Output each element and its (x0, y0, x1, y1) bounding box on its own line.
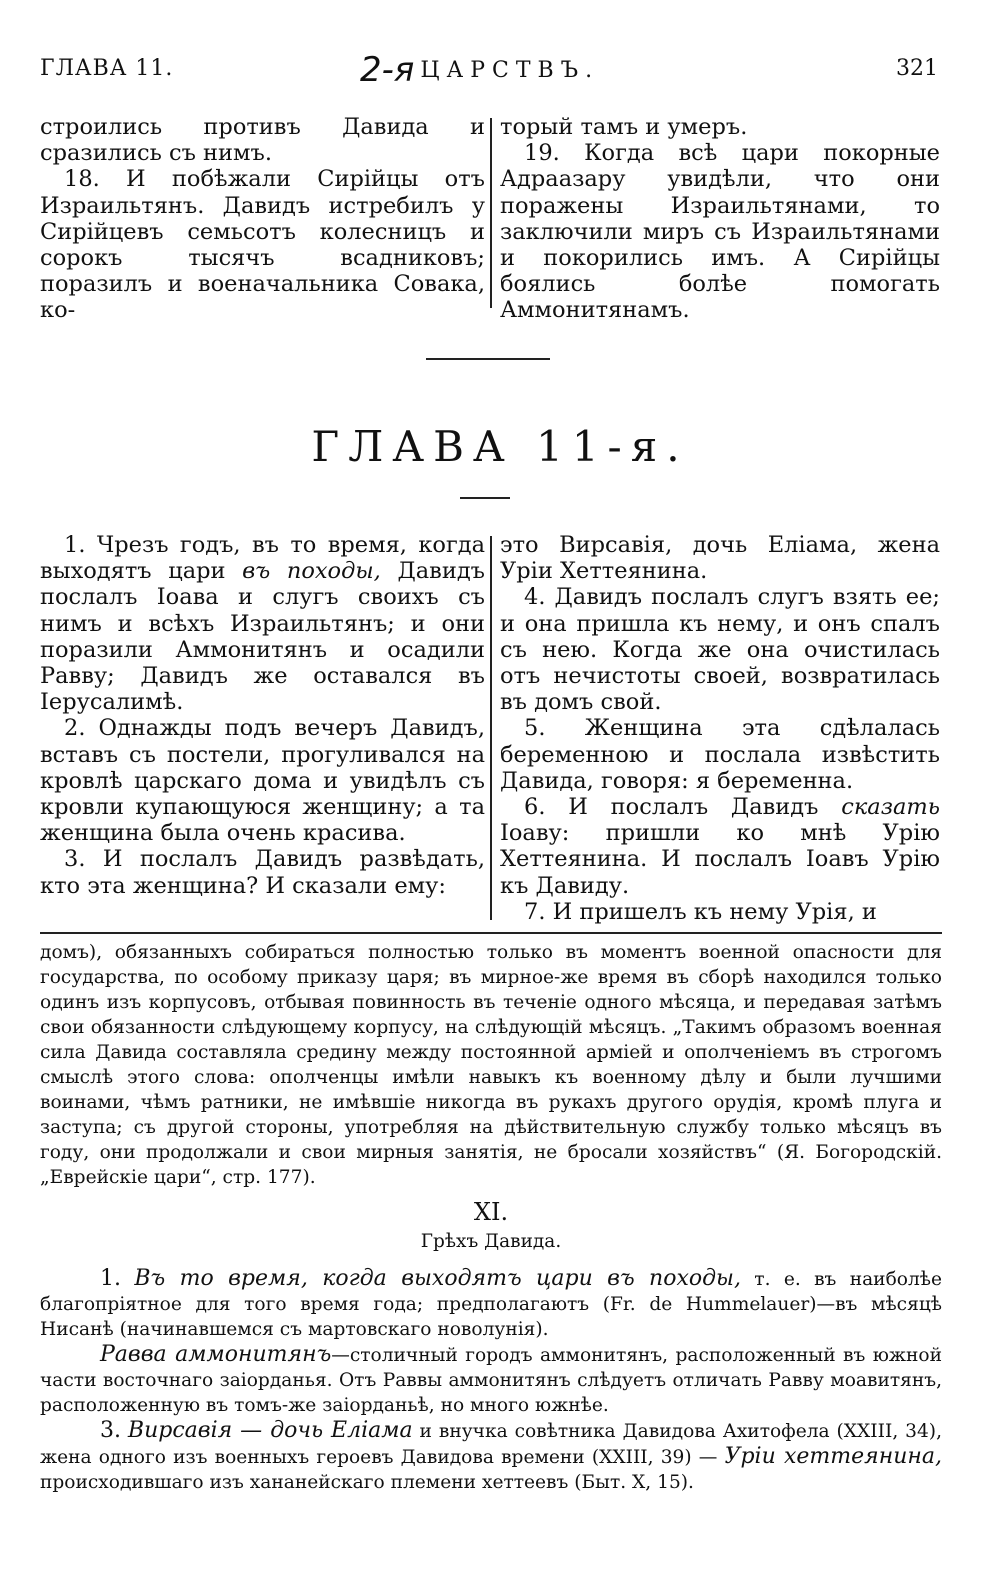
commentary-note-1: 1. Въ то время, когда выходятъ цари въ походы, т. е. въ наиболѣе благопріятное для того время года; предполагаютъ (Fr. de Hummelauer)—въ мѣсяцѣ Нисанѣ (начинавшемся съ мартовскаго новолунія). (40, 1266, 942, 1340)
verse-18: 18. И побѣжали Сирійцы отъ Израильтянъ. Давидъ истребилъ у Сирійцевъ семьсотъ колесницъ и сорокъ тысячъ всадниковъ; поразилъ и военачальника Совака, ко- (40, 166, 485, 324)
separator-rule (426, 358, 550, 360)
italic-phrase: въ походы, (242, 558, 381, 585)
page-number: 321 (896, 56, 938, 81)
footnote-separator (40, 932, 942, 934)
verse-3: 3. И послалъ Давидъ развѣдать, кто эта женщина? И сказали ему: (40, 846, 485, 899)
italic-phrase: Уріи хеттеянина, (724, 1444, 942, 1469)
column-divider (490, 536, 492, 920)
main-text-block (40, 532, 940, 932)
chapter-title: ГЛАВА 11-я. (311, 422, 689, 471)
header-book-title (360, 50, 599, 90)
top-left-column (40, 114, 485, 324)
handwritten-annotation: 2-я (360, 50, 415, 90)
commentary-note-3: 3. Вирсавія — дочь Еліама и внучка совѣтника Давидова Ахитофела (XXIII, 34), жена одного изъ военныхъ героевъ Давидова времени (XXIII, 39) — Уріи хеттеянина, происходившаго изъ хананейскаго племени хеттеевъ (Быт. X, 15). (40, 1418, 942, 1493)
italic-phrase: Вирсавія — дочь Еліама (127, 1418, 413, 1443)
commentary-note-2: Равва аммонитянъ—столичный городъ аммонитянъ, расположенный въ южной части восточнаго заіорданья. Отъ Раввы аммонитянъ слѣдуетъ отличать Равву моавитянъ, расположенную въ томъ-же заіорданьѣ, но много южнѣе. (40, 1342, 942, 1416)
verse-19: 19. Когда всѣ цари покорные Адраазару увидѣли, что они поражены Израильтянами, то заключили миръ съ Израильтянами и покорились имъ. А Сирійцы боялись болѣе помогать Аммонитянамъ. (500, 140, 940, 324)
verse-text: торый тамъ и умеръ. (500, 114, 748, 140)
column-divider (490, 118, 492, 308)
main-right-column (500, 532, 940, 925)
top-text-block (40, 114, 940, 324)
top-right-column (500, 114, 940, 324)
header-book-name: ЦАРСТВЪ. (420, 58, 600, 83)
italic-phrase: Равва аммонитянъ (100, 1342, 332, 1367)
main-left-column (40, 532, 485, 899)
header-chapter: ГЛАВА 11. (40, 56, 174, 81)
separator-rule (460, 497, 510, 499)
commentary-block (40, 940, 942, 1495)
section-number: XI. (473, 1198, 509, 1226)
running-header (40, 50, 938, 90)
verse-5: 5. Женщина эта сдѣлалась беременною и послала извѣстить Давида, говоря: я беременна. (500, 715, 940, 794)
verse-4: 4. Давидъ послалъ слугъ взять ее; и она пришла къ нему, и онъ спалъ съ нею. Когда же она очистилась отъ нечистоты своей, возвратилась въ домъ свой. (500, 584, 940, 716)
section-title: Грѣхъ Давида. (420, 1231, 562, 1252)
verse-text: строились противъ Давида и сразились съ нимъ. (40, 114, 485, 167)
verse-7: 7. И пришелъ къ нему Урія, и (524, 898, 877, 925)
verse-text: это Вирсавія, дочь Еліама, жена Уріи Хеттеянина. (500, 532, 940, 585)
italic-phrase: сказать (841, 794, 940, 821)
verse-2: 2. Однажды подъ вечеръ Давидъ, вставъ съ постели, прогуливался на кровлѣ царскаго дома и увидѣлъ съ кровли купающуюся женщину; а та женщина была очень красива. (40, 715, 485, 847)
italic-phrase: Въ то время, когда выходятъ цари въ походы, (134, 1266, 741, 1291)
commentary-continuation: домъ), обязанныхъ собираться полностью только въ моментъ военной опасности для государства, по особому приказу царя; въ мирное-же время въ сборѣ находился только одинъ изъ корпусовъ, отбывая повинность въ теченіе одного мѣсяца, и передавая затѣмъ свои обязанности слѣдующему корпусу, на слѣдующій мѣсяцъ. „Такимъ образомъ военная сила Давида составляла средину между постоянной арміей и ополченіемъ въ строгомъ смыслѣ этого слова: ополченцы имѣли навыкъ къ военному дѣлу и были лучшими воинами, чѣмъ ратники, не имѣвшіе никогда въ рукахъ другого орудія, кромѣ плуга и заступа; съ другой стороны, употребляя на дѣйствительную службу только мѣсяцъ въ году, они продолжали и свои мирныя занятія, не бросали хозяйствъ“ (Я. Богородскій. „Еврейскіе цари“, стр. 177). (40, 942, 942, 1188)
verse-6: 6. И послалъ Давидъ сказать Іоаву: пришли ко мнѣ Урію Хеттеянина. И послалъ Іоавъ Урію къ Давиду. (500, 794, 940, 899)
verse-1: 1. Чрезъ годъ, въ то время, когда выходятъ цари въ походы, Давидъ послалъ Іоава и слугъ своихъ съ нимъ и всѣхъ Израильтянъ; и они поразили Аммонитянъ и осадили Равву; Давидъ же оставался въ Іерусалимѣ. (40, 532, 485, 716)
